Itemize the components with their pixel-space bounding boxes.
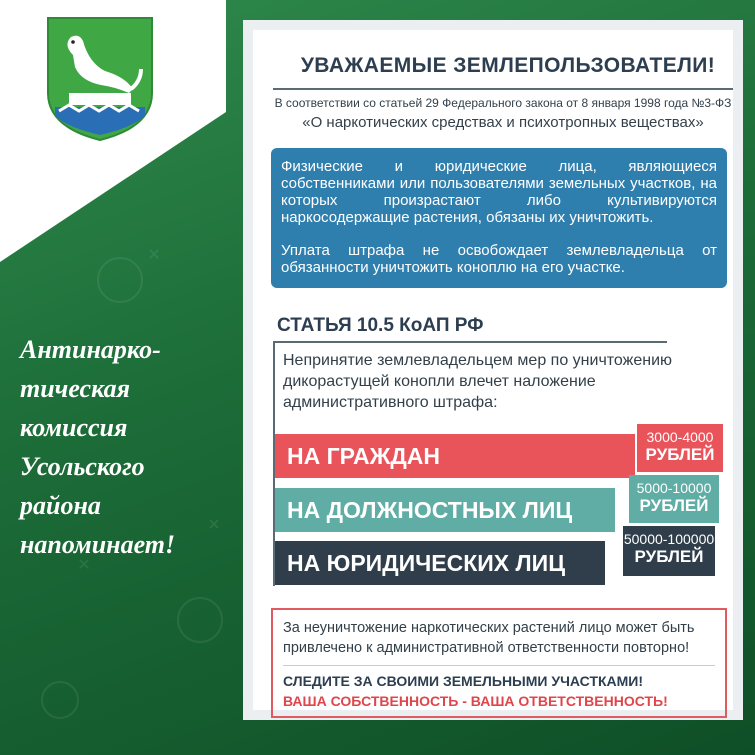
article-divider xyxy=(273,341,667,343)
fine-unit: РУБЛЕЙ xyxy=(645,445,715,464)
poster-title: УВАЖАЕМЫЕ ЗЕМЛЕПОЛЬЗОВАТЕЛИ! xyxy=(300,54,716,77)
poster xyxy=(243,20,743,720)
fine-band-citizens: НА ГРАЖДАН xyxy=(275,434,635,478)
article-text: Непринятие землевладельцем мер по уничтожению дикорастущей конопли влечет наложение административного штрафа: xyxy=(283,352,673,411)
fine-amount-legal-entities xyxy=(623,526,715,576)
tagline-line: комиссия xyxy=(20,413,128,442)
tagline-line: тическая xyxy=(20,374,130,403)
fine-band-legal-entities: НА ЮРИДИЧЕСКИХ ЛИЦ xyxy=(275,541,605,585)
law-reference: В соответствии со статьей 29 Федерального закона от 8 января 1998 года №3-ФЗ xyxy=(274,96,732,110)
coat-of-arms-icon xyxy=(45,15,155,143)
law-name: «О наркотических средствах и психотропных веществах» xyxy=(302,114,704,131)
article-title: СТАТЬЯ 10.5 КоАП РФ xyxy=(277,315,484,336)
fine-note-text: Уплата штрафа не освобождает землевладельца от обязанности уничтожить коноплю на его участке. xyxy=(281,242,717,276)
tagline-line: Антинарко- xyxy=(20,335,161,364)
fine-amount-officials xyxy=(629,475,719,523)
fine-amount: 5000-10000 xyxy=(636,480,712,496)
poster-sheet xyxy=(253,30,733,710)
warning-text: За неуничтожение наркотических растений лицо может быть привлечено к административной ответственности повторно! xyxy=(283,620,695,656)
tagline-line: района xyxy=(20,491,101,520)
fine-unit: РУБЛЕЙ xyxy=(634,547,704,566)
warning-divider xyxy=(283,665,715,666)
fine-band-officials: НА ДОЛЖНОСТНЫХ ЛИЦ xyxy=(275,488,615,532)
tagline-line: напоминает! xyxy=(20,530,176,559)
fine-amount-citizens xyxy=(637,424,723,472)
warning-box xyxy=(271,608,727,718)
slogan-watch: СЛЕДИТЕ ЗА СВОИМИ ЗЕМЕЛЬНЫМИ УЧАСТКАМИ! xyxy=(283,673,644,689)
slogan-responsibility: ВАША СОБСТВЕННОСТЬ - ВАША ОТВЕТСТВЕННОСТЬ! xyxy=(283,693,668,709)
title-divider xyxy=(273,88,733,90)
tagline-line: Усольского xyxy=(20,452,145,481)
fine-unit: РУБЛЕЙ xyxy=(639,496,709,515)
tagline xyxy=(20,330,235,564)
obligation-info-box xyxy=(271,148,727,288)
obligation-text: Физические и юридические лица, являющиеся собственниками или пользователями земельных участков, на которых произрастают либо культивируются наркосодержащие растения, обязаны их уничтожить. xyxy=(281,158,717,226)
fine-amount: 3000-4000 xyxy=(646,429,714,445)
fine-amount: 50000-100000 xyxy=(623,531,715,547)
